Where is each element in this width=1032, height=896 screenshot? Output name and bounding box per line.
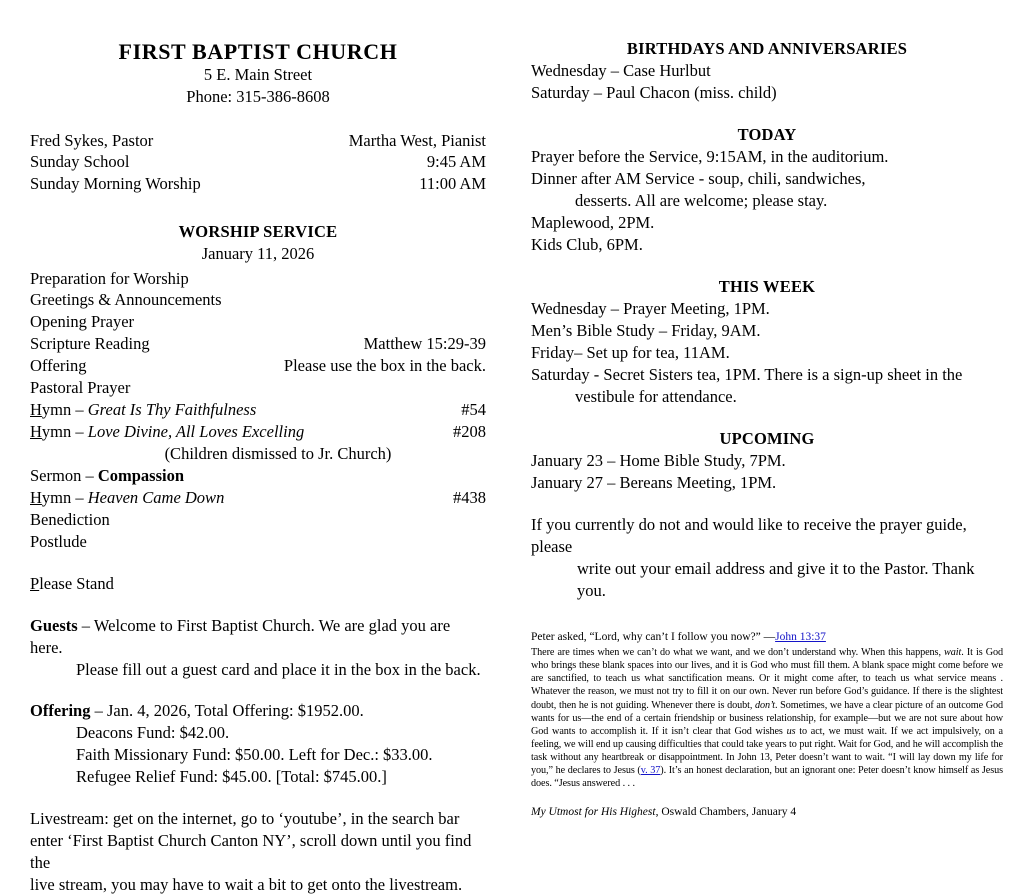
church-address: 5 E. Main Street [203, 65, 313, 85]
this-week-heading: THIS WEEK [718, 277, 816, 297]
order-item-label: Preparation for Worship [30, 268, 189, 288]
upcoming-entry: January 23 – Home Bible Study, 7PM. [531, 451, 786, 471]
please-stand-note [30, 573, 486, 595]
worship-service-date: January 11, 2026 [201, 244, 315, 264]
hymn-number: #54 [461, 400, 486, 420]
scripture-link-john-13-37[interactable]: John 13:37 [775, 630, 826, 643]
pianist-name: Martha West, Pianist [348, 130, 486, 150]
order-item-label: Scripture Reading [30, 334, 150, 354]
faith-missionary-fund-line: Faith Missionary Fund: $50.00. Left for Dec.: $33.00. [76, 745, 433, 765]
this-week-entry: Men’s Bible Study – Friday, 9AM. [531, 321, 761, 341]
right-column [531, 38, 1003, 820]
devotional-source-rest: , Oswald Chambers, January 4 [655, 805, 797, 818]
birthdays-heading: BIRTHDAYS AND ANNIVERSARIES [626, 39, 908, 58]
worship-service-heading: WORSHIP SERVICE [178, 222, 338, 242]
livestream-instructions [30, 808, 486, 896]
hymn-item [30, 399, 486, 421]
please-stand-marker: P [30, 573, 40, 593]
postlude-item: Postlude [30, 531, 87, 551]
hymn-word: ymn [41, 400, 72, 420]
today-kids-club-line: Kids Club, 6PM. [531, 235, 643, 255]
hymn-title: Heaven Came Down [87, 487, 225, 507]
please-stand-text: lease Stand [39, 573, 114, 593]
prayer-guide-line-2: write out your email address and give it to the Pastor. Thank you. [577, 559, 975, 600]
order-item-label: Greetings & Announcements [30, 290, 222, 310]
left-column [30, 40, 486, 896]
deacons-fund-line: Deacons Fund: $42.00. [76, 723, 230, 743]
today-heading: TODAY [737, 125, 797, 145]
sermon-title: Compassion [97, 465, 185, 485]
devotional-body-part-1: There are times when we can’t do what we want, and we don’t understand why. When this happens, [531, 646, 945, 658]
order-item [30, 377, 486, 399]
birthday-entry: Saturday – Paul Chacon (miss. child) [531, 83, 777, 103]
scripture-reference: Matthew 15:29-39 [363, 334, 486, 354]
devotional-source-title: My Utmost for His Highest [531, 805, 656, 818]
devotional-emphasis-dont: don’t [755, 699, 775, 711]
order-item [30, 289, 486, 311]
devotional-attribution [531, 805, 1003, 820]
order-item-label: Opening Prayer [30, 312, 135, 332]
order-item [30, 268, 486, 290]
today-dinner-line: Dinner after AM Service - soup, chili, sandwiches, [531, 169, 866, 189]
livestream-line-1: Livestream: get on the internet, go to ‘youtube’, in the search bar [30, 809, 460, 829]
today-dinner-line-continued: desserts. All are welcome; please stay. [575, 191, 828, 211]
hymn-title: Love Divine, All Loves Excelling [87, 422, 305, 442]
order-item [30, 355, 486, 377]
refugee-relief-fund-line: Refugee Relief Fund: $45.00. [Total: $745.00.] [76, 767, 387, 787]
hymn-dash: – [71, 487, 88, 507]
guests-line-2: Please fill out a guest card and place it in the box in the back. [76, 659, 481, 679]
guests-line-1 [30, 615, 486, 659]
hymn-title: Great Is Thy Faithfulness [87, 400, 257, 420]
hymn-item [30, 421, 486, 443]
hymn-number: #438 [453, 487, 486, 507]
hymn-stand-marker: H [30, 422, 42, 442]
offering-label: Offering [30, 701, 91, 721]
sermon-label: Sermon – [30, 465, 98, 485]
pastor-name: Fred Sykes, Pastor [30, 130, 154, 150]
devotional-body [531, 646, 1003, 791]
livestream-line-3: live stream, you may have to wait a bit to get onto the livestream. [30, 875, 463, 895]
staff-row [30, 130, 486, 152]
offering-line-1 [30, 700, 486, 722]
this-week-entry: Wednesday – Prayer Meeting, 1PM. [531, 299, 770, 319]
order-item [30, 311, 486, 333]
this-week-entry-continued: vestibule for attendance. [575, 387, 737, 407]
staff-row [30, 151, 486, 173]
devotional-body-part-5: ). It’s an honest declaration, but an ignorant one: Peter doesn’t know himself as Jesus does. “Jesus answered . . . [531, 765, 1003, 790]
upcoming-entry: January 27 – Bereans Meeting, 1PM. [531, 473, 777, 493]
prayer-guide-line-1: If you currently do not and would like to receive the prayer guide, please [531, 515, 967, 557]
hymn-label [30, 399, 256, 421]
this-week-entry: Saturday - Secret Sisters tea, 1PM. There is a sign-up sheet in the [531, 365, 963, 385]
church-name: FIRST BAPTIST CHURCH [118, 39, 398, 64]
order-item-label: Pastoral Prayer [30, 378, 131, 398]
hymn-dash: – [71, 400, 88, 420]
order-item [30, 333, 486, 355]
devotional-emphasis-wait: wait [944, 646, 962, 658]
hymn-word: ymn [41, 487, 72, 507]
guests-welcome-text: – Welcome to First Baptist Church. We are glad you are here. [30, 615, 451, 657]
children-dismissed-note: (Children dismissed to Jr. Church) [164, 444, 392, 464]
hymn-label [30, 421, 304, 443]
offering-report [30, 700, 486, 788]
offering-total: – Jan. 4, 2026, Total Offering: $1952.00. [90, 701, 364, 721]
sermon-item [30, 465, 486, 487]
this-week-entry: Friday– Set up for tea, 11AM. [531, 343, 730, 363]
devotional-body-part-4: to act, we must wait. If we act impulsively, on a feeling, we will end up causing difficulties that could take years to put right. Wait for God, and he will accomplish the task without any heartbreak or disappointment. In John 13, Peter doesn’t want to wait. “I will lay down my life for you,” he declares to Jesus ( [531, 725, 1003, 777]
sunday-school-label: Sunday School [30, 152, 130, 172]
upcoming-heading: UPCOMING [719, 429, 815, 449]
order-item-label: Offering [30, 356, 87, 376]
hymn-item [30, 487, 486, 509]
staff-row [30, 173, 486, 195]
devotional-body-part-3: . Sometimes, we have a clear picture of an outcome God wants for us—the end of a certain friendship or business relationship, for example—but we are not sure about how God wants to accomplish it. If it isn’t clear that God wishes [531, 699, 1003, 737]
birthday-entry: Wednesday – Case Hurlbut [531, 61, 711, 81]
devotional-body-part-2: . It is God who brings these blank spaces into our lives, and it is God who must fill them. A blank space might come before we are sanctified, to teach us what sanctification means. Or it might come after, to teach us what service means . Whatever the reason, we must not try to fill it on our own. Never run before God’s guidance. If there is the slightest doubt, then he is not guiding. Whenever there is doubt, [531, 646, 1004, 711]
hymn-dash: – [71, 422, 88, 442]
devotional-quote-text: Peter asked, “Lord, why can’t I follow you now?” — [531, 630, 776, 643]
guests-label: Guests [30, 615, 78, 635]
morning-worship-time: 11:00 AM [419, 174, 486, 194]
hymn-stand-marker: H [30, 487, 42, 507]
livestream-line-2: enter ‘First Baptist Church Canton NY’, scroll down until you find the [30, 831, 472, 873]
sunday-school-time: 9:45 AM [426, 152, 486, 172]
morning-worship-label: Sunday Morning Worship [30, 174, 201, 194]
devotional-emphasis-us: us [786, 725, 796, 737]
hymn-label [30, 487, 224, 509]
scripture-link-v-37[interactable]: v. 37 [640, 765, 661, 777]
guests-note [30, 615, 486, 681]
hymn-stand-marker: H [30, 400, 42, 420]
church-phone: Phone: 315-386-8608 [186, 86, 330, 106]
devotional-quote [531, 630, 1003, 645]
hymn-number: #208 [453, 422, 486, 442]
today-maplewood-line: Maplewood, 2PM. [531, 213, 655, 233]
today-prayer-line: Prayer before the Service, 9:15AM, in the auditorium. [531, 147, 889, 167]
staff-block [30, 130, 486, 195]
hymn-word: ymn [41, 422, 72, 442]
order-of-service [30, 268, 486, 553]
benediction-item: Benediction [30, 509, 110, 529]
offering-note: Please use the box in the back. [283, 356, 486, 376]
